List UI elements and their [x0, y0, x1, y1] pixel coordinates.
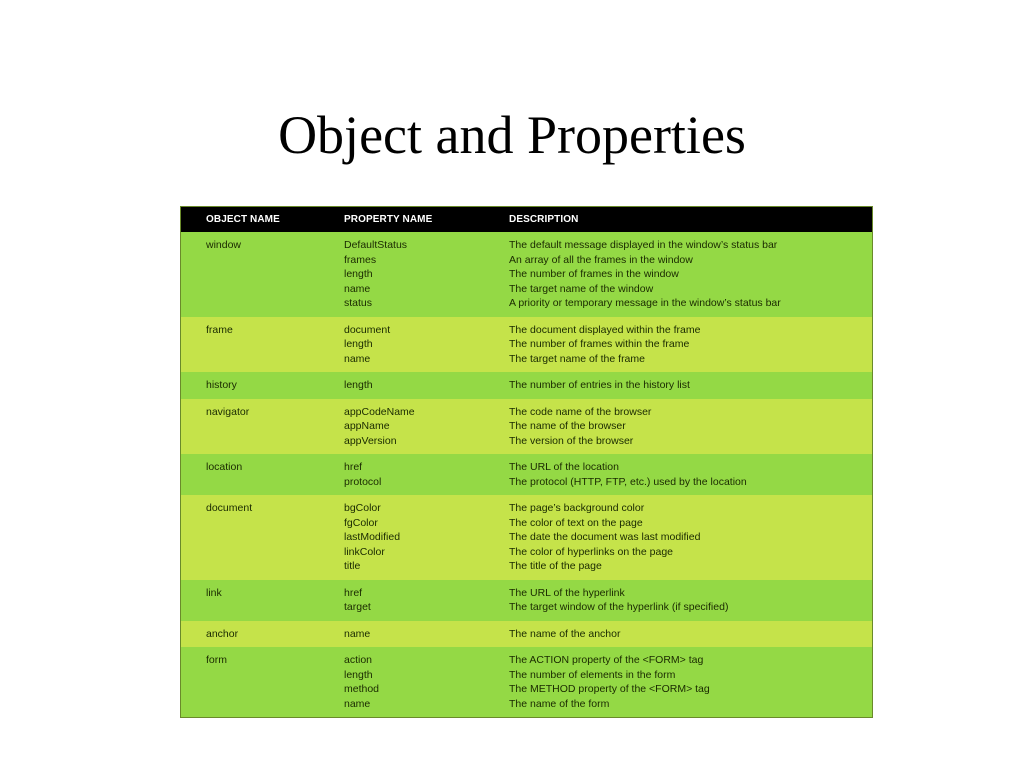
- object-name: location: [206, 461, 243, 473]
- property-name: linkColor: [344, 545, 385, 558]
- property-description: The document displayed within the frame: [509, 323, 701, 336]
- property-name: appName: [344, 420, 390, 432]
- property-names-cell: [318, 372, 483, 399]
- property-description: The URL of the location: [509, 461, 619, 473]
- property-name: length: [344, 668, 373, 681]
- property-name: target: [344, 601, 371, 613]
- properties-table-grid: [181, 207, 872, 717]
- property-names-cell: [318, 454, 483, 495]
- object-name-cell: [181, 647, 318, 717]
- descriptions-cell: [483, 317, 872, 373]
- header-property-name: PROPERTY NAME: [318, 207, 483, 232]
- property-name: fgColor: [344, 516, 378, 529]
- object-name: history: [206, 379, 237, 391]
- descriptions-cell: [483, 495, 872, 580]
- property-name: DefaultStatus: [344, 239, 408, 251]
- property-names-cell: [318, 647, 483, 717]
- property-names-cell: [318, 232, 483, 317]
- property-description: The URL of the hyperlink: [509, 586, 625, 599]
- property-description: The name of the anchor: [509, 627, 621, 640]
- property-names-cell: [318, 621, 483, 648]
- property-name: appCodeName: [344, 405, 415, 418]
- property-description: The code name of the browser: [509, 405, 652, 418]
- property-name: length: [344, 338, 373, 350]
- object-name-cell: [181, 454, 318, 495]
- property-name: document: [344, 323, 391, 336]
- property-name: length: [344, 379, 373, 391]
- descriptions-cell: [483, 399, 872, 455]
- table-row: [181, 317, 872, 373]
- property-name: protocol: [344, 475, 382, 488]
- table-body: [181, 232, 872, 717]
- table-row: [181, 454, 872, 495]
- property-description: The color of hyperlinks on the page: [509, 545, 674, 558]
- property-description: The color of text on the page: [509, 516, 643, 529]
- object-name-cell: [181, 495, 318, 580]
- object-name: window: [206, 239, 242, 251]
- property-description: The protocol (HTTP, FTP, etc.) used by the location: [509, 475, 747, 488]
- property-name: length: [344, 268, 373, 280]
- property-name: lastModified: [344, 531, 401, 543]
- property-name: name: [344, 627, 371, 640]
- properties-table: [180, 206, 873, 718]
- property-description: The target window of the hyperlink (if specified): [509, 601, 729, 613]
- table-row: [181, 232, 872, 317]
- descriptions-cell: [483, 454, 872, 495]
- property-description: The name of the form: [509, 697, 610, 710]
- table-row: [181, 372, 872, 399]
- object-name-cell: [181, 317, 318, 373]
- property-names-cell: [318, 399, 483, 455]
- property-description: The ACTION property of the <FORM> tag: [509, 654, 704, 666]
- property-description: An array of all the frames in the window: [509, 253, 693, 266]
- header-description: DESCRIPTION: [483, 207, 872, 232]
- table-row: [181, 399, 872, 455]
- property-names-cell: [318, 317, 483, 373]
- property-name: method: [344, 683, 380, 695]
- object-name-cell: [181, 232, 318, 317]
- property-description: The target name of the frame: [509, 352, 645, 365]
- table-header-row: [181, 207, 872, 232]
- property-name: href: [344, 461, 363, 473]
- object-name-cell: [181, 372, 318, 399]
- property-description: The version of the browser: [509, 434, 634, 447]
- property-name: action: [344, 654, 373, 666]
- object-name-cell: [181, 580, 318, 621]
- property-description: The METHOD property of the <FORM> tag: [509, 683, 710, 695]
- property-name: title: [344, 560, 361, 572]
- property-names-cell: [318, 495, 483, 580]
- property-description: The page’s background color: [509, 502, 645, 514]
- property-name: appVersion: [344, 434, 397, 447]
- descriptions-cell: [483, 580, 872, 621]
- table-row: [181, 647, 872, 717]
- property-name: bgColor: [344, 502, 381, 514]
- property-names-cell: [318, 580, 483, 621]
- descriptions-cell: [483, 372, 872, 399]
- descriptions-cell: [483, 647, 872, 717]
- property-description: The number of elements in the form: [509, 668, 676, 681]
- header-object-name: OBJECT NAME: [181, 207, 318, 232]
- object-name-cell: [181, 621, 318, 648]
- table-row: [181, 495, 872, 580]
- object-name: form: [206, 654, 227, 666]
- object-name: link: [206, 586, 222, 599]
- object-name: frame: [206, 323, 233, 336]
- property-name: frames: [344, 253, 377, 266]
- object-name: navigator: [206, 405, 250, 418]
- property-description: The default message displayed in the window’s status bar: [509, 239, 778, 251]
- property-name: name: [344, 697, 371, 710]
- object-name-cell: [181, 399, 318, 455]
- slide-title: Object and Properties: [278, 105, 746, 165]
- property-description: The target name of the window: [509, 282, 654, 295]
- property-name: name: [344, 282, 371, 295]
- property-description: The title of the page: [509, 560, 602, 572]
- property-description: The number of frames within the frame: [509, 338, 690, 350]
- property-description: The date the document was last modified: [509, 531, 701, 543]
- object-name: document: [206, 502, 253, 514]
- property-description: A priority or temporary message in the window’s status bar: [509, 297, 781, 309]
- property-description: The number of frames in the window: [509, 268, 679, 280]
- descriptions-cell: [483, 621, 872, 648]
- property-name: status: [344, 297, 373, 309]
- descriptions-cell: [483, 232, 872, 317]
- property-description: The number of entries in the history list: [509, 379, 690, 391]
- property-name: name: [344, 352, 371, 365]
- object-name: anchor: [206, 627, 239, 640]
- table-row: [181, 621, 872, 648]
- property-name: href: [344, 586, 363, 599]
- table-row: [181, 580, 872, 621]
- property-description: The name of the browser: [509, 420, 626, 432]
